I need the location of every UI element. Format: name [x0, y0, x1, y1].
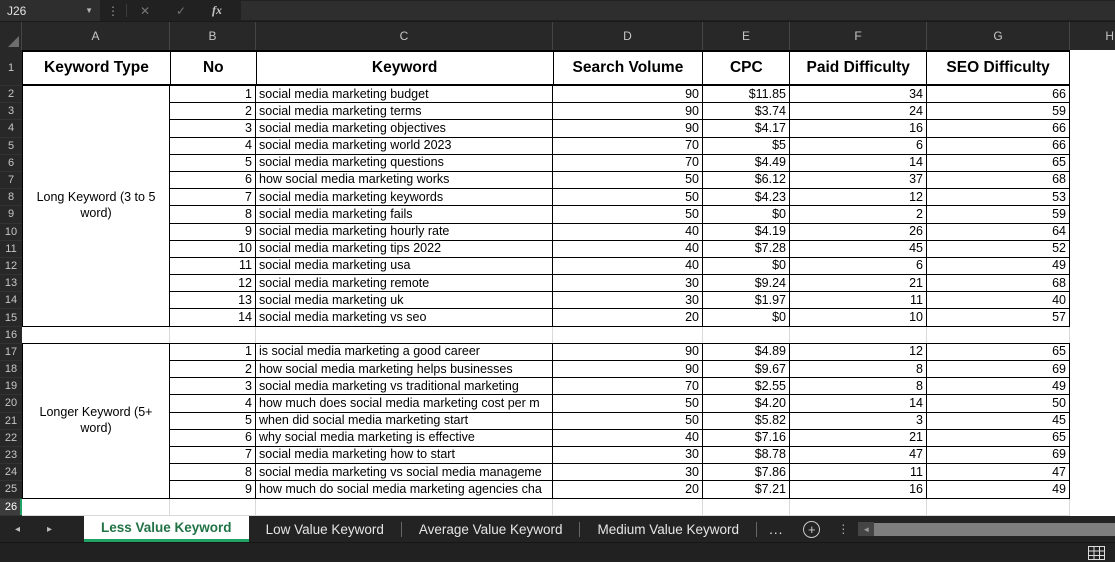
cell-seo-difficulty[interactable]: 68 — [927, 275, 1070, 292]
cell-seo-difficulty[interactable]: 40 — [927, 292, 1070, 309]
cell-cpc[interactable]: $0 — [703, 309, 790, 326]
status-bar — [0, 542, 1115, 562]
cell-seo-difficulty[interactable]: 64 — [927, 224, 1070, 241]
cell-no[interactable]: 4 — [170, 138, 256, 155]
cell-paid-difficulty[interactable]: 21 — [790, 275, 927, 292]
cell-paid-difficulty[interactable]: 16 — [790, 481, 927, 498]
empty-cell[interactable] — [22, 499, 170, 515]
cell-paid-difficulty[interactable]: 47 — [790, 447, 927, 464]
cell-seo-difficulty[interactable]: 66 — [927, 120, 1070, 137]
chevron-down-icon[interactable]: ▼ — [85, 6, 93, 15]
cell-search-volume[interactable]: 50 — [553, 206, 703, 223]
row-header-10[interactable]: 10 — [0, 224, 22, 241]
table-row — [170, 138, 1070, 155]
cell-paid-difficulty[interactable]: 14 — [790, 395, 927, 412]
row-header-14[interactable]: 14 — [0, 292, 22, 309]
cell-search-volume[interactable]: 30 — [553, 447, 703, 464]
table-row — [170, 103, 1070, 120]
row-header-11[interactable]: 11 — [0, 241, 22, 258]
keyword-table — [22, 50, 1070, 516]
cell-paid-difficulty[interactable]: 37 — [790, 172, 927, 189]
row-header-21[interactable]: 21 — [0, 413, 22, 430]
cell-search-volume[interactable]: 50 — [553, 413, 703, 430]
cell-search-volume[interactable]: 20 — [553, 309, 703, 326]
cell-no[interactable]: 5 — [170, 413, 256, 430]
cell-seo-difficulty[interactable]: 45 — [927, 413, 1070, 430]
select-all-button[interactable] — [0, 22, 22, 50]
cell-search-volume[interactable]: 90 — [553, 344, 703, 361]
cell-keyword[interactable]: social media marketing remote — [256, 275, 553, 292]
cell-no[interactable]: 7 — [170, 447, 256, 464]
empty-cell[interactable] — [703, 499, 790, 515]
add-sheet-button[interactable]: + — [803, 521, 820, 538]
formula-input[interactable] — [241, 1, 1115, 20]
empty-row[interactable] — [22, 327, 1070, 344]
cell-paid-difficulty[interactable]: 21 — [790, 430, 927, 447]
row-header-17[interactable]: 17 — [0, 344, 22, 361]
cell-search-volume[interactable]: 30 — [553, 275, 703, 292]
cell-cpc[interactable]: $8.78 — [703, 447, 790, 464]
cell-keyword[interactable]: social media marketing vs traditional marketing — [256, 378, 553, 395]
horizontal-scrollbar[interactable] — [858, 516, 1115, 542]
cell-cpc[interactable]: $7.16 — [703, 430, 790, 447]
cell-keyword[interactable]: how social media marketing helps businesses — [256, 361, 553, 378]
row-header-4[interactable]: 4 — [0, 120, 22, 137]
cell-cpc[interactable]: $4.19 — [703, 224, 790, 241]
cell-cpc[interactable]: $5 — [703, 138, 790, 155]
cell-cpc[interactable]: $6.12 — [703, 172, 790, 189]
row-header-12[interactable]: 12 — [0, 258, 22, 275]
column-header-f[interactable]: F — [790, 22, 927, 50]
table-row — [170, 481, 1070, 498]
insert-function-icon[interactable]: fx — [212, 3, 222, 17]
cell-seo-difficulty[interactable]: 68 — [927, 172, 1070, 189]
row-header-5[interactable]: 5 — [0, 138, 22, 155]
tab-nav — [0, 516, 84, 542]
cell-paid-difficulty[interactable]: 6 — [790, 258, 927, 275]
header-seo-difficulty[interactable]: SEO Difficulty — [927, 52, 1070, 86]
confirm-icon[interactable]: ✓ — [175, 3, 187, 18]
table-row — [170, 447, 1070, 464]
cell-no[interactable]: 12 — [170, 275, 256, 292]
table-row — [170, 206, 1070, 223]
empty-cell[interactable] — [703, 327, 790, 343]
row-header-13[interactable]: 13 — [0, 275, 22, 292]
name-box-value: J26 — [7, 3, 27, 18]
cell-no[interactable]: 2 — [170, 103, 256, 120]
row-header-26[interactable]: 26 — [0, 499, 22, 516]
row-header-9[interactable]: 9 — [0, 206, 22, 223]
table-row — [170, 120, 1070, 137]
keyword-section-1 — [22, 86, 1070, 327]
cell-search-volume[interactable]: 90 — [553, 120, 703, 137]
cell-seo-difficulty[interactable]: 66 — [927, 138, 1070, 155]
table-row — [170, 155, 1070, 172]
cell-paid-difficulty[interactable]: 11 — [790, 292, 927, 309]
scrollbar-left-arrow-icon[interactable]: ◄ — [858, 522, 874, 536]
cell-keyword[interactable]: when did social media marketing start — [256, 413, 553, 430]
cancel-icon[interactable]: ✕ — [139, 3, 151, 18]
cell-seo-difficulty[interactable]: 50 — [927, 395, 1070, 412]
cell-keyword[interactable]: social media marketing budget — [256, 86, 553, 103]
cell-seo-difficulty[interactable]: 49 — [927, 258, 1070, 275]
cell-no[interactable]: 9 — [170, 224, 256, 241]
table-row — [170, 86, 1070, 103]
cell-search-volume[interactable]: 70 — [553, 138, 703, 155]
cell-search-volume[interactable]: 40 — [553, 241, 703, 258]
table-row — [170, 361, 1070, 378]
row-header-8[interactable]: 8 — [0, 189, 22, 206]
table-row — [170, 224, 1070, 241]
cell-search-volume[interactable]: 30 — [553, 464, 703, 481]
column-header-a[interactable]: A — [22, 22, 170, 50]
cell-no[interactable]: 2 — [170, 361, 256, 378]
cell-paid-difficulty[interactable]: 8 — [790, 378, 927, 395]
column-header-band — [0, 22, 1115, 50]
cell-no[interactable]: 7 — [170, 189, 256, 206]
cell-keyword[interactable]: why social media marketing is effective — [256, 430, 553, 447]
table-row — [170, 275, 1070, 292]
cell-keyword[interactable]: how social media marketing works — [256, 172, 553, 189]
cell-no[interactable]: 14 — [170, 309, 256, 326]
cell-seo-difficulty[interactable]: 49 — [927, 378, 1070, 395]
cell-keyword[interactable]: social media marketing usa — [256, 258, 553, 275]
sheet-body — [0, 50, 1115, 516]
empty-cell[interactable] — [927, 327, 1070, 343]
cell-cpc[interactable]: $0 — [703, 258, 790, 275]
cell-no[interactable]: 6 — [170, 430, 256, 447]
header-no[interactable]: No — [171, 52, 257, 86]
cell-seo-difficulty[interactable]: 59 — [927, 206, 1070, 223]
cell-cpc[interactable]: $3.74 — [703, 103, 790, 120]
row-header-6[interactable]: 6 — [0, 155, 22, 172]
empty-cell[interactable] — [553, 327, 703, 343]
cell-paid-difficulty[interactable]: 45 — [790, 241, 927, 258]
cell-seo-difficulty[interactable]: 52 — [927, 241, 1070, 258]
cell-no[interactable]: 5 — [170, 155, 256, 172]
header-search-volume[interactable]: Search Volume — [554, 52, 704, 86]
cell-no[interactable]: 6 — [170, 172, 256, 189]
table-row — [170, 413, 1070, 430]
formula-bar — [0, 0, 1115, 22]
cell-seo-difficulty[interactable]: 69 — [927, 361, 1070, 378]
cell-search-volume[interactable]: 50 — [553, 172, 703, 189]
cell-cpc[interactable]: $9.67 — [703, 361, 790, 378]
header-keyword-type[interactable]: Keyword Type — [23, 52, 171, 86]
table-row — [170, 241, 1070, 258]
table-row — [170, 344, 1070, 361]
empty-cell[interactable] — [553, 499, 703, 515]
cell-paid-difficulty[interactable]: 10 — [790, 309, 927, 326]
cell-search-volume[interactable]: 70 — [553, 378, 703, 395]
cell-cpc[interactable]: $0 — [703, 206, 790, 223]
row-header-15[interactable]: 15 — [0, 309, 22, 326]
cell-keyword[interactable]: social media marketing how to start — [256, 447, 553, 464]
cell-search-volume[interactable]: 40 — [553, 258, 703, 275]
cell-no[interactable]: 1 — [170, 86, 256, 103]
row-header-16[interactable]: 16 — [0, 327, 22, 344]
column-header-c[interactable]: C — [256, 22, 553, 50]
cell-search-volume[interactable]: 70 — [553, 155, 703, 172]
cell-keyword[interactable]: social media marketing objectives — [256, 120, 553, 137]
sheet-area — [0, 22, 1115, 516]
cell-keyword[interactable]: social media marketing uk — [256, 292, 553, 309]
cell-no[interactable]: 4 — [170, 395, 256, 412]
select-all-icon — [8, 36, 19, 47]
row-header-3[interactable]: 3 — [0, 103, 22, 120]
cell-keyword[interactable]: is social media marketing a good career — [256, 344, 553, 361]
column-header-d[interactable]: D — [553, 22, 703, 50]
empty-cell[interactable] — [790, 499, 927, 515]
cell-cpc[interactable]: $5.82 — [703, 413, 790, 430]
table-row — [170, 430, 1070, 447]
empty-cell[interactable] — [927, 499, 1070, 515]
tab-kebab-icon[interactable]: ⋮ — [837, 522, 850, 536]
cell-search-volume[interactable]: 40 — [553, 224, 703, 241]
cell-seo-difficulty[interactable]: 65 — [927, 344, 1070, 361]
cell-keyword[interactable]: social media marketing fails — [256, 206, 553, 223]
cell-paid-difficulty[interactable]: 14 — [790, 155, 927, 172]
cell-cpc[interactable]: $7.86 — [703, 464, 790, 481]
cell-search-volume[interactable]: 30 — [553, 292, 703, 309]
table-row — [170, 189, 1070, 206]
cell-keyword[interactable]: social media marketing terms — [256, 103, 553, 120]
row-header-20[interactable]: 20 — [0, 395, 22, 412]
cell-cpc[interactable]: $9.24 — [703, 275, 790, 292]
cell-keyword[interactable]: social media marketing vs seo — [256, 309, 553, 326]
cell-keyword[interactable]: how much does social media marketing cost per m — [256, 395, 553, 412]
empty-cell[interactable] — [22, 327, 170, 343]
keyword-type-cell[interactable]: Longer Keyword (5+ word) — [23, 344, 170, 499]
cell-paid-difficulty[interactable]: 6 — [790, 138, 927, 155]
row-header-22[interactable]: 22 — [0, 430, 22, 447]
sheet-tab-average-value-keyword[interactable]: Average Value Keyword — [418, 521, 563, 537]
column-header-g[interactable]: G — [927, 22, 1070, 50]
cell-cpc[interactable]: $7.21 — [703, 481, 790, 498]
cell-search-volume[interactable]: 50 — [553, 395, 703, 412]
name-box[interactable] — [0, 0, 100, 21]
cell-keyword[interactable]: social media marketing questions — [256, 155, 553, 172]
sheet-tab-low-value-keyword[interactable]: Low Value Keyword — [265, 521, 384, 537]
keyword-section-2 — [22, 344, 1070, 499]
cell-paid-difficulty[interactable]: 16 — [790, 120, 927, 137]
cell-cpc[interactable]: $4.20 — [703, 395, 790, 412]
cell-no[interactable]: 3 — [170, 378, 256, 395]
cell-cpc[interactable]: $11.85 — [703, 86, 790, 103]
keyword-type-cell[interactable]: Long Keyword (3 to 5 word) — [23, 86, 170, 327]
cell-no[interactable]: 13 — [170, 292, 256, 309]
cell-cpc[interactable]: $1.97 — [703, 292, 790, 309]
table-row — [170, 292, 1070, 309]
sheet-tab-less-value-keyword[interactable]: Less Value Keyword — [84, 516, 249, 542]
cell-seo-difficulty[interactable]: 66 — [927, 86, 1070, 103]
table-row — [170, 464, 1070, 481]
empty-cell[interactable] — [790, 327, 927, 343]
sheet-tab-medium-value-keyword[interactable]: Medium Value Keyword — [597, 521, 740, 537]
cell-paid-difficulty[interactable]: 12 — [790, 344, 927, 361]
grid-area[interactable] — [22, 50, 1115, 516]
cell-seo-difficulty[interactable]: 65 — [927, 430, 1070, 447]
cell-no[interactable]: 1 — [170, 344, 256, 361]
table-row — [170, 309, 1070, 326]
cell-keyword[interactable]: social media marketing hourly rate — [256, 224, 553, 241]
header-paid-difficulty[interactable]: Paid Difficulty — [790, 52, 927, 86]
tab-scroll-left-icon[interactable]: ◂ — [15, 523, 21, 535]
grid-view-icon[interactable] — [1088, 546, 1105, 560]
cell-no[interactable]: 8 — [170, 206, 256, 223]
empty-cell[interactable] — [170, 327, 256, 343]
tab-scroll-right-icon[interactable]: ▸ — [47, 523, 53, 535]
cell-no[interactable]: 3 — [170, 120, 256, 137]
cell-seo-difficulty[interactable]: 49 — [927, 481, 1070, 498]
cell-search-volume[interactable]: 40 — [553, 430, 703, 447]
column-header-b[interactable]: B — [170, 22, 256, 50]
row-header-24[interactable]: 24 — [0, 464, 22, 481]
cell-cpc[interactable]: $4.17 — [703, 120, 790, 137]
header-cpc[interactable]: CPC — [703, 52, 790, 86]
row-header-2[interactable]: 2 — [0, 86, 22, 103]
cell-seo-difficulty[interactable]: 47 — [927, 464, 1070, 481]
column-header-h[interactable]: H — [1105, 29, 1114, 43]
cell-search-volume[interactable]: 50 — [553, 189, 703, 206]
scrollbar-thumb[interactable] — [874, 523, 1115, 536]
cell-search-volume[interactable]: 90 — [553, 361, 703, 378]
cell-paid-difficulty[interactable]: 2 — [790, 206, 927, 223]
table-header-row — [22, 50, 1070, 86]
cell-cpc[interactable]: $7.28 — [703, 241, 790, 258]
cell-search-volume[interactable]: 90 — [553, 86, 703, 103]
table-row — [170, 395, 1070, 412]
cell-cpc[interactable]: $4.23 — [703, 189, 790, 206]
empty-cell[interactable] — [256, 327, 553, 343]
cell-seo-difficulty[interactable]: 57 — [927, 309, 1070, 326]
cell-paid-difficulty[interactable]: 11 — [790, 464, 927, 481]
more-sheets-button[interactable]: ... — [769, 521, 784, 537]
sheet-tab-bar — [0, 516, 1115, 542]
header-keyword[interactable]: Keyword — [257, 52, 554, 86]
row-header-1[interactable]: 1 — [0, 50, 22, 86]
column-header-e[interactable]: E — [703, 22, 790, 50]
cell-no[interactable]: 9 — [170, 481, 256, 498]
table-row — [170, 258, 1070, 275]
cell-seo-difficulty[interactable]: 69 — [927, 447, 1070, 464]
cell-no[interactable]: 10 — [170, 241, 256, 258]
cell-no[interactable]: 11 — [170, 258, 256, 275]
row-header-19[interactable]: 19 — [0, 378, 22, 395]
table-row — [170, 378, 1070, 395]
cell-search-volume[interactable]: 90 — [553, 103, 703, 120]
cell-seo-difficulty[interactable]: 59 — [927, 103, 1070, 120]
cell-paid-difficulty[interactable]: 34 — [790, 86, 927, 103]
cell-keyword[interactable]: social media marketing vs social media manageme — [256, 464, 553, 481]
cell-no[interactable]: 8 — [170, 464, 256, 481]
cell-cpc[interactable]: $4.89 — [703, 344, 790, 361]
row-header-18[interactable]: 18 — [0, 361, 22, 378]
cell-search-volume[interactable]: 20 — [553, 481, 703, 498]
cell-keyword[interactable]: social media marketing keywords — [256, 189, 553, 206]
cell-paid-difficulty[interactable]: 12 — [790, 189, 927, 206]
cell-keyword[interactable]: social media marketing world 2023 — [256, 138, 553, 155]
cell-seo-difficulty[interactable]: 53 — [927, 189, 1070, 206]
row-header-7[interactable]: 7 — [0, 172, 22, 189]
cell-keyword[interactable]: social media marketing tips 2022 — [256, 241, 553, 258]
cell-cpc[interactable]: $4.49 — [703, 155, 790, 172]
cell-paid-difficulty[interactable]: 8 — [790, 361, 927, 378]
row-header-column — [0, 50, 22, 516]
cell-paid-difficulty[interactable]: 24 — [790, 103, 927, 120]
cell-cpc[interactable]: $2.55 — [703, 378, 790, 395]
table-row — [170, 172, 1070, 189]
empty-cell[interactable] — [170, 499, 256, 515]
cell-keyword[interactable]: how much do social media marketing agencies cha — [256, 481, 553, 498]
cell-paid-difficulty[interactable]: 26 — [790, 224, 927, 241]
kebab-menu-icon[interactable]: ⋮ — [107, 3, 119, 18]
row-header-23[interactable]: 23 — [0, 447, 22, 464]
cell-paid-difficulty[interactable]: 3 — [790, 413, 927, 430]
cell-seo-difficulty[interactable]: 65 — [927, 155, 1070, 172]
row-header-25[interactable]: 25 — [0, 481, 22, 498]
empty-cell[interactable] — [256, 499, 553, 515]
empty-row[interactable] — [22, 499, 1070, 516]
